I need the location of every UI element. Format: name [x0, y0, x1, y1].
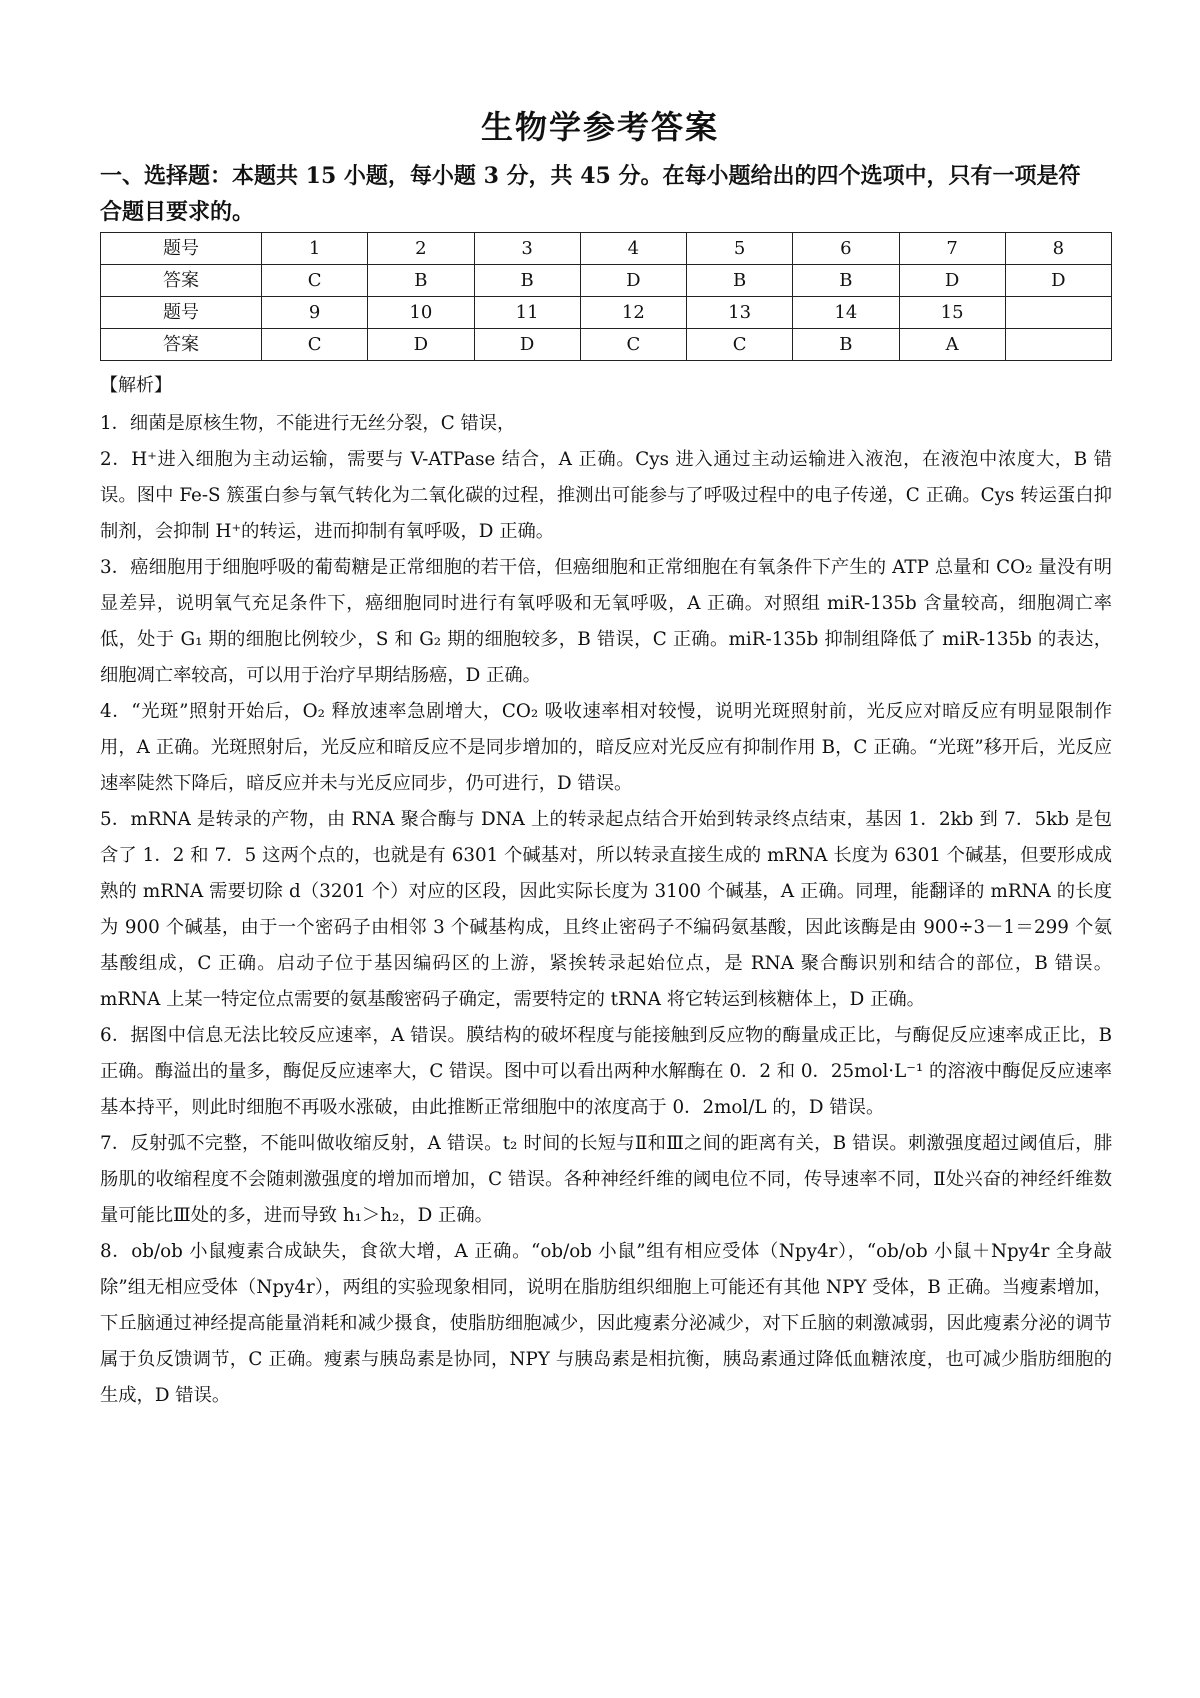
analysis-item: 2．H⁺进入细胞为主动运输，需要与 V-ATPase 结合，A 正确。Cys 进入通过主动运输进入液泡，在液泡中浓度大，B 错误。图中 Fe-S 簇蛋白参与氧气转化为二氧化碳的过程，推测出可能参与了呼吸过程中的电子传递，C 正确。Cys 转运蛋白抑制剂，会抑制 H⁺的转运，进而抑制有氧呼吸，D 正确。 [100, 449, 1112, 542]
analysis-item: 4．“光斑”照射开始后，O₂ 释放速率急剧增大，CO₂ 吸收速率相对较慢，说明光斑照射前，光反应对暗反应有明显限制作用，A 正确。光斑照射后，光反应和暗反应不是同步增加的，暗反应对光反应有抑制作用 B，C 正确。“光斑”移开后，光反应速率陡然下降后，暗反应并未与光反应同步，仍可进行，D 错误。 [100, 701, 1112, 794]
table-cell: 15 [899, 297, 1005, 329]
table-cell: C [262, 265, 368, 297]
table-row-label: 题号 [101, 233, 262, 265]
table-cell: B [793, 265, 899, 297]
analysis-item: 1．细菌是原核生物，不能进行无丝分裂，C 错误， [100, 413, 516, 434]
table-cell: 7 [899, 233, 1005, 265]
table-cell: 13 [687, 297, 793, 329]
table-cell: 9 [262, 297, 368, 329]
table-cell: 2 [368, 233, 474, 265]
table-cell [1005, 329, 1111, 361]
table-cell: 5 [687, 233, 793, 265]
table-cell: D [368, 329, 474, 361]
table-cell: B [687, 265, 793, 297]
answer-table [100, 232, 1112, 361]
table-cell: 1 [262, 233, 368, 265]
table-row [101, 297, 1112, 329]
table-cell: D [580, 265, 686, 297]
table-cell: 10 [368, 297, 474, 329]
analysis-list [100, 406, 1112, 1414]
table-cell: 11 [474, 297, 580, 329]
table-cell: C [262, 329, 368, 361]
table-cell: 12 [580, 297, 686, 329]
table-cell: D [899, 265, 1005, 297]
table-cell: C [687, 329, 793, 361]
table-cell: B [368, 265, 474, 297]
table-row [101, 265, 1112, 297]
analysis-item: 3．癌细胞用于细胞呼吸的葡萄糖是正常细胞的若干倍，但癌细胞和正常细胞在有氧条件下产生的 ATP 总量和 CO₂ 量没有明显差异，说明氧气充足条件下，癌细胞同时进行有氧呼吸和无氧呼吸，A 正确。对照组 miR-135b 含量较高，细胞凋亡率低，处于 G₁ 期的细胞比例较少，S 和 G₂ 期的细胞较多，B 错误，C 正确。miR-135b 抑制组降低了 miR-135b 的表达，细胞凋亡率较高，可以用于治疗早期结肠癌，D 正确。 [100, 557, 1112, 686]
table-cell: C [580, 329, 686, 361]
table-cell [1005, 297, 1111, 329]
section-heading: 一、选择题：本题共 15 小题，每小题 3 分，共 45 分。在每小题给出的四个选项中，只有一项是符合题目要求的。 [100, 163, 1081, 225]
table-cell: 8 [1005, 233, 1111, 265]
table-row-label: 题号 [101, 297, 262, 329]
table-row [101, 329, 1112, 361]
page-title: 生物学参考答案 [480, 108, 719, 146]
table-row-label: 答案 [101, 265, 262, 297]
table-cell: 4 [580, 233, 686, 265]
table-cell: 14 [793, 297, 899, 329]
table-cell: B [474, 265, 580, 297]
table-cell: B [793, 329, 899, 361]
table-cell: 6 [793, 233, 899, 265]
table-cell: D [474, 329, 580, 361]
analysis-item: 5．mRNA 是转录的产物，由 RNA 聚合酶与 DNA 上的转录起点结合开始到转录终点结束，基因 1．2kb 到 7．5kb 是包含了 1．2 和 7．5 这两个点的，也就是有 6301 个碱基对，所以转录直接生成的 mRNA 长度为 6301 个碱基，但要形成成熟的 mRNA 需要切除 d（3201 个）对应的区段，因此实际长度为 3100 个碱基，A 正确。同理，能翻译的 mRNA 的长度为 900 个碱基，由于一个密码子由相邻 3 个碱基构成，且终止密码子不编码氨基酸，因此该酶是由 900÷3－1＝299 个氨基酸组成，C 正确。启动子位于基因编码区的上游，紧挨转录起始位点，是 RNA 聚合酶识别和结合的部位，B 错误。mRNA 上某一特定位点需要的氨基酸密码子确定，需要特定的 tRNA 将它转运到核糖体上，D 正确。 [100, 809, 1112, 1010]
table-cell: 3 [474, 233, 580, 265]
table-cell: D [1005, 265, 1111, 297]
analysis-heading: 【解析】 [100, 375, 172, 396]
table-row [101, 233, 1112, 265]
table-row-label: 答案 [101, 329, 262, 361]
table-cell: A [899, 329, 1005, 361]
analysis-item: 6．据图中信息无法比较反应速率，A 错误。膜结构的破坏程度与能接触到反应物的酶量成正比，与酶促反应速率成正比，B 正确。酶溢出的量多，酶促反应速率大，C 错误。图中可以看出两种水解酶在 0．2 和 0．25mol·L⁻¹ 的溶液中酶促反应速率基本持平，则此时细胞不再吸水涨破，由此推断正常细胞中的浓度高于 0．2mol/L 的，D 错误。 [100, 1025, 1112, 1118]
analysis-item: 7．反射弧不完整，不能叫做收缩反射，A 错误。t₂ 时间的长短与Ⅱ和Ⅲ之间的距离有关，B 错误。刺激强度超过阈值后，腓肠肌的收缩程度不会随刺激强度的增加而增加，C 错误。各种神经纤维的阈电位不同，传导速率不同，Ⅱ处兴奋的神经纤维数量可能比Ⅲ处的多，进而导致 h₁＞h₂，D 正确。 [100, 1133, 1112, 1226]
analysis-item: 8．ob/ob 小鼠瘦素合成缺失，食欲大增，A 正确。“ob/ob 小鼠”组有相应受体（Npy4r），“ob/ob 小鼠＋Npy4r 全身敲除”组无相应受体（Npy4r），两组的实验现象相同，说明在脂肪组织细胞上可能还有其他 NPY 受体，B 正确。当瘦素增加，下丘脑通过神经提高能量消耗和减少摄食，使脂肪细胞减少，因此瘦素分泌减少，对下丘脑的刺激减弱，因此瘦素分泌的调节属于负反馈调节，C 正确。瘦素与胰岛素是协同，NPY 与胰岛素是相抗衡，胰岛素通过降低血糖浓度，也可减少脂肪细胞的生成，D 错误。 [100, 1241, 1112, 1406]
